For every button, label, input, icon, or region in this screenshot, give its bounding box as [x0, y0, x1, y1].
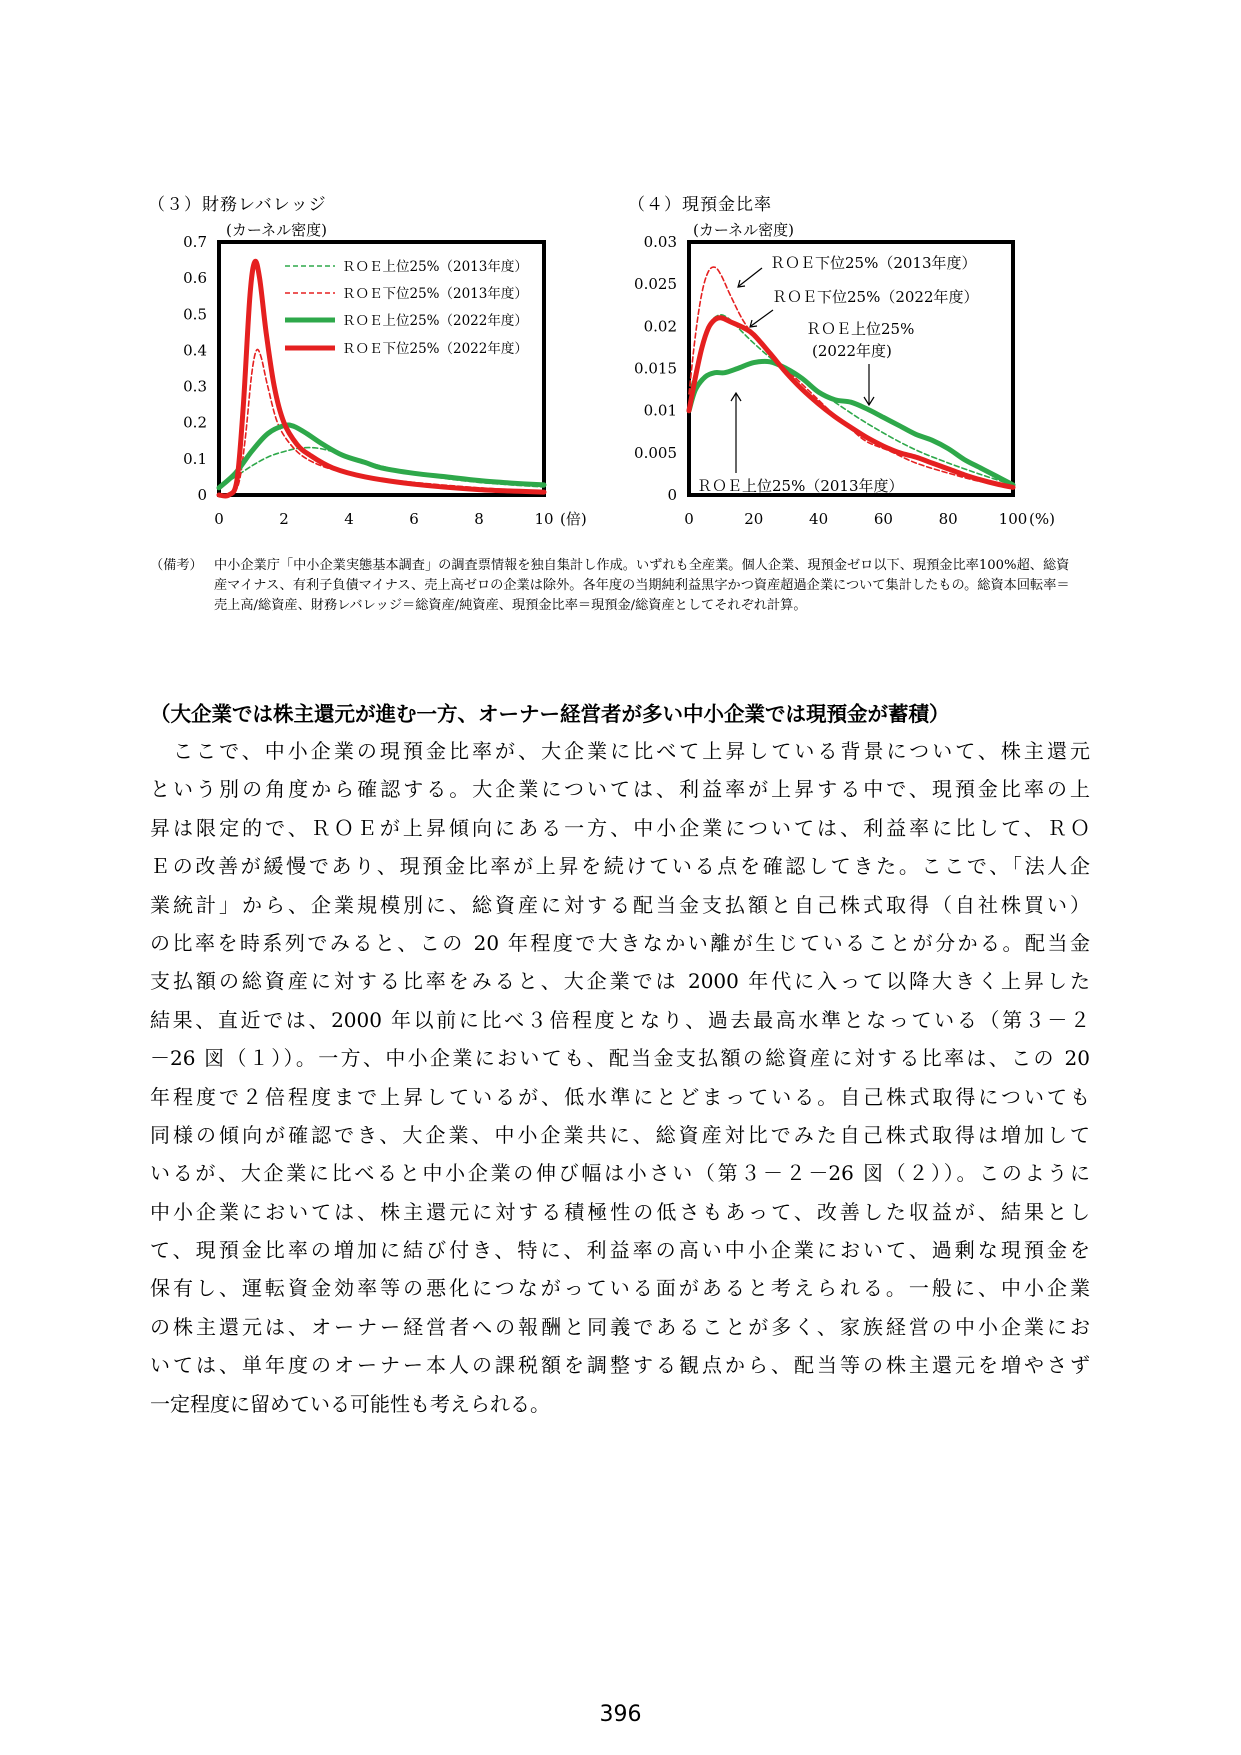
- x-axis-unit: (倍): [560, 510, 587, 528]
- note-label: （備考）: [150, 558, 203, 573]
- legend-label-roe-top-2022: ＲＯＥ上位25%（2022年度）: [342, 313, 528, 329]
- y-tick-label: 0.7: [183, 233, 207, 251]
- x-tick-label: 4: [344, 510, 354, 528]
- note-text: 中小企業庁「中小企業実態基本調査」の調査票情報を独自集計し作成。いずれも全産業。個人企業、現預金ゼロ以下、現預金比率100%超、総資産マイナス、有利子負債マイナス、売上高ゼロの企業は除外。各年度の当期純利益黒字かつ資産超過企業について集計したもの。総資本回転率＝売上高/総資産、財務レバレッジ＝総資産/純資産、現預金比率＝現預金/総資産としてそれぞれ計算。: [214, 558, 1070, 613]
- x-tick-label: 60: [873, 510, 893, 528]
- x-tick-label: 20: [744, 510, 764, 528]
- y-tick-label: 0.3: [183, 377, 207, 396]
- legend-label-roe-bottom-2022: ＲＯＥ下位25%（2022年度）: [342, 341, 528, 357]
- x-axis-unit: (%): [1029, 510, 1055, 528]
- y-tick-label: 0: [667, 486, 677, 504]
- body-line: Ｅの改善が緩慢であり、現預金比率が上昇を続けている点を確認してきた。ここで、「法人企: [150, 854, 1090, 879]
- annotation-roe-top-2022-line2: (2022年度): [812, 342, 892, 360]
- y-tick-label: 0.02: [643, 317, 677, 336]
- series-line-3: [689, 361, 1013, 485]
- y-axis-label: (カーネル密度): [693, 221, 794, 239]
- body-line: 年程度で２倍程度まで上昇しているが、低水準にとどまっている。自己株式取得についても: [150, 1084, 1090, 1109]
- y-axis-label: (カーネル密度): [226, 221, 327, 239]
- y-tick-label: 0.2: [183, 413, 207, 432]
- x-tick-label: 0: [214, 510, 224, 528]
- legend-label-roe-top-2013: ＲＯＥ上位25%（2013年度）: [342, 259, 528, 275]
- annotation-roe-top-2022-line1: ＲＯＥ上位25%: [806, 320, 915, 338]
- y-tick-label: 0.4: [183, 341, 207, 360]
- note: [150, 556, 1080, 616]
- legend-label-roe-bottom-2013: ＲＯＥ下位25%（2013年度）: [342, 286, 528, 302]
- body-line: 支払額の総資産に対する比率をみると、大企業では 2000 年代に入って以降大きく上昇した: [150, 969, 1090, 994]
- body-line: －26 図（１））。一方、中小企業においても、配当金支払額の総資産に対する比率は、この 20: [150, 1046, 1090, 1071]
- body-line: 一定程度に留めている可能性も考えられる。: [150, 1391, 550, 1416]
- section-heading: （大企業では株主還元が進む一方、オーナー経営者が多い中小企業では現預金が蓄積）: [150, 702, 950, 726]
- arrow-roe-bottom-2013: [739, 268, 762, 286]
- body-line: て、現預金比率の増加に結び付き、特に、利益率の高い中小企業において、過剰な現預金を: [150, 1238, 1090, 1263]
- body-paragraph: [150, 732, 1090, 1423]
- y-tick-label: 0.1: [183, 449, 207, 468]
- arrow-roe-bottom-2022: [751, 310, 773, 326]
- body-line: 中小企業においては、株主還元に対する積極性の低さもあって、改善した収益が、結果とし: [150, 1199, 1090, 1224]
- body-line: 業統計」から、企業規模別に、総資産に対する配当金支払額と自己株式取得（自社株買い）: [150, 892, 1090, 917]
- chart-3-title: （３）財務レバレッジ: [148, 195, 327, 215]
- x-tick-label: 40: [809, 510, 829, 528]
- x-tick-label: 6: [409, 510, 419, 528]
- annotation-roe-top-2013: ＲＯＥ上位25%（2013年度）: [697, 477, 904, 495]
- y-tick-label: 0.6: [183, 269, 207, 288]
- body-line: 保有し、運転資金効率等の悪化につながっている面があると考えられる。一般に、中小企業: [150, 1276, 1090, 1301]
- x-tick-label: 0: [684, 510, 694, 528]
- y-tick-label: 0: [197, 486, 207, 504]
- y-tick-label: 0.5: [183, 305, 207, 324]
- y-tick-label: 0.025: [634, 275, 677, 294]
- body-line: ここで、中小企業の現預金比率が、大企業に比べて上昇している背景について、株主還元: [150, 739, 1090, 763]
- x-tick-label: 10: [534, 510, 554, 528]
- x-tick-label: 80: [938, 510, 958, 528]
- body-line: 結果、直近では、2000 年以前に比べ３倍程度となり、過去最高水準となっている（第３－２: [150, 1007, 1090, 1032]
- body-line: の株主還元は、オーナー経営者への報酬と同義であることが多く、家族経営の中小企業にお: [150, 1314, 1090, 1339]
- body-line: という別の角度から確認する。大企業については、利益率が上昇する中で、現預金比率の上: [150, 777, 1090, 802]
- y-tick-label: 0.005: [634, 443, 677, 462]
- annotation-roe-bottom-2022: ＲＯＥ下位25%（2022年度）: [772, 288, 979, 306]
- x-tick-label: 8: [474, 510, 484, 528]
- body-line: の比率を時系列でみると、この 20 年程度で大きなかい離が生じていることが分かる。配当金: [150, 930, 1090, 955]
- y-tick-label: 0.03: [643, 233, 677, 251]
- chart-4-title: （４）現預金比率: [628, 195, 772, 215]
- body-line: 昇は限定的で、ＲＯＥが上昇傾向にある一方、中小企業については、利益率に比して、ＲＯ: [150, 815, 1090, 840]
- x-tick-label: 2: [279, 510, 289, 528]
- body-line: いるが、大企業に比べると中小企業の伸び幅は小さい（第３－２－26 図（２））。このように: [150, 1161, 1090, 1186]
- body-line: 同様の傾向が確認でき、大企業、中小企業共に、総資産対比でみた自己株式取得は増加して: [150, 1122, 1090, 1147]
- y-tick-label: 0.015: [634, 359, 677, 378]
- chart-cash-ratio: [0, 0, 1241, 560]
- annotation-roe-bottom-2013: ＲＯＥ下位25%（2013年度）: [770, 254, 977, 272]
- page-number: 396: [599, 1702, 642, 1727]
- body-line: いては、単年度のオーナー本人の課税額を調整する観点から、配当等の株主還元を増やさず: [150, 1353, 1090, 1378]
- x-tick-label: 100: [998, 510, 1028, 528]
- y-tick-label: 0.01: [643, 401, 677, 420]
